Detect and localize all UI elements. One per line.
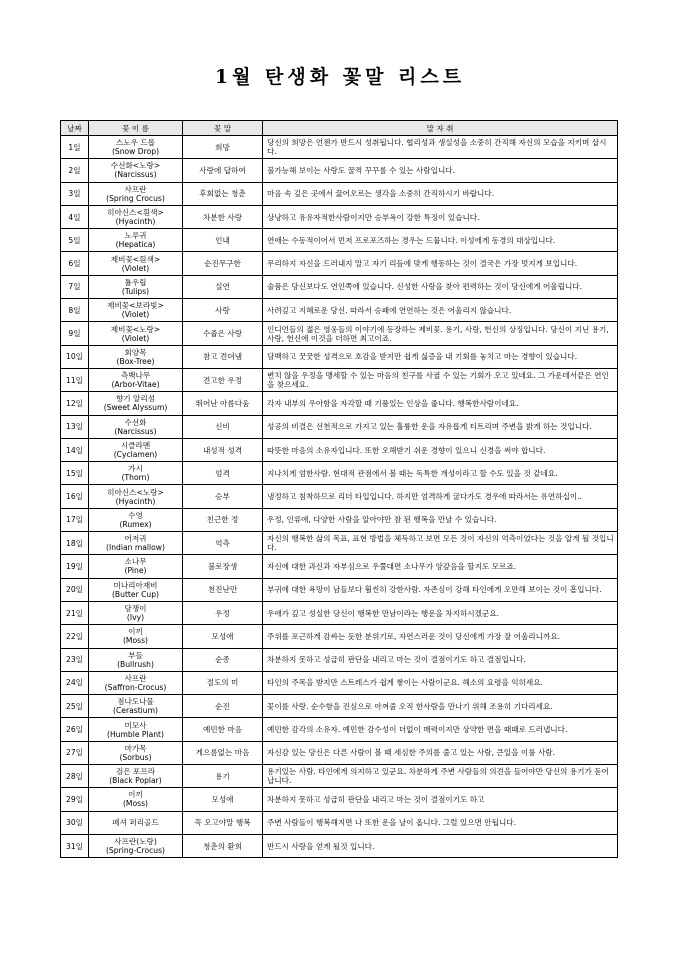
day-cell: 14일 [61,438,89,461]
flower-language-cell: 승부 [183,485,263,508]
flower-language-cell: 실연 [183,275,263,298]
flower-cell [89,438,183,461]
table-row [61,811,618,834]
flower-cell [89,415,183,438]
description-cell: 각자 내부의 우아함을 자각할 때 기품있는 인상을 줍니다. 행복한사람이네요. [263,392,618,415]
flower-name-ko: 이끼 [128,790,143,800]
day-cell: 22일 [61,625,89,648]
table-row [61,345,618,368]
flower-cell [89,275,183,298]
table-row [61,229,618,252]
flower-language-cell: 엄격 [183,462,263,485]
flower-cell [89,695,183,718]
header-language: 꽃 말 [183,121,263,136]
flower-name-ko: 수선화<노랑> [110,161,161,171]
description-cell: 자신에 대한 과신과 자부심으로 우쭐대면 소나무가 앙갚음을 할지도 모르죠. [263,555,618,578]
flower-name-ko: 가시 [128,464,143,474]
flower-name-ko: 수영 [128,510,143,520]
day-cell: 8일 [61,299,89,322]
description-cell: 지나치게 엄한사람. 현대적 관점에서 볼 때는 독특한 개성이라고 할 수도 있을 것 같네요. [263,462,618,485]
flower-name-en: (Violet) [121,310,150,320]
flower-name-ko: 스노우 드롭 [115,138,156,148]
flower-name-ko: 제비꽃<흰색> [110,254,161,264]
table-row [61,368,618,391]
description-cell: 꽃이를 사랑. 순수함을 진심으로 아껴줄 오직 한사람을 만나기 위해 조용히 기다리세요. [263,695,618,718]
table-row [61,648,618,671]
flower-cell [89,648,183,671]
flower-name-en: (Hyacinth) [115,496,156,506]
day-cell: 12일 [61,392,89,415]
flower-name-ko: 이끼 [128,627,143,637]
day-cell: 28일 [61,765,89,788]
day-cell: 31일 [61,834,89,857]
flower-name-ko: 사프란(노랑) [114,837,157,847]
description-cell: 사려깊고 지혜로운 당신. 따라서 승패에 연연하는 것은 어울리지 않습니다. [263,299,618,322]
flower-language-cell: 사랑 [183,299,263,322]
flower-language-cell: 순진무구한 [183,252,263,275]
flower-language-cell: 모성애 [183,788,263,811]
table-row [61,275,618,298]
flower-language-cell: 사랑에 답하여 [183,159,263,182]
day-cell: 2일 [61,159,89,182]
flower-name-ko: 검은 포프라 [115,767,156,777]
flower-language-cell: 견고한 우정 [183,368,263,391]
flower-name-ko: 제비꽃<보라빛> [107,301,164,311]
flower-cell [89,555,183,578]
flower-name-en: (Narcissus) [114,170,157,180]
description-cell: 담백하고 꿋꿋한 성격으로 호감을 받지만 쉽게 싫증을 내 기회를 놓치고 마는 경향이 있습니다. [263,345,618,368]
flower-name-ko: 측백나무 [120,371,151,381]
description-cell: 예민한 감각의 소유자. 예민한 감수성이 더없이 매력이지만 상약한 면을 때때로 드러냅니다. [263,718,618,741]
flower-name-ko: 시클라멘 [120,441,151,450]
table-row [61,462,618,485]
day-cell: 1일 [61,136,89,159]
flower-name-ko: 제비꽃<노랑> [110,324,161,334]
flower-language-cell: 절도의 미 [183,671,263,694]
day-cell: 4일 [61,205,89,228]
flower-name-ko: 수선화 [124,417,147,427]
flower-cell [89,578,183,601]
description-cell: 반드시 사랑을 얻게 될것 입니다. [263,834,618,857]
description-cell: 당신의 희망은 언젠가 반드시 성취됩니다. 협리성과 생실성을 소중히 간직해 자신의 모습을 지키며 삽시다. [263,136,618,159]
flower-language-cell: 게으름없는 마음 [183,741,263,764]
flower-language-cell: 용기 [183,765,263,788]
flower-name-en: (Violet) [121,333,150,343]
flower-language-cell: 순종 [183,648,263,671]
description-cell: 주변 사람들이 행복해지면 나 또한 운을 날이 옵니다. 그럴 있으면 안됩니다. [263,811,618,834]
flower-cell [89,205,183,228]
header-description: 말 자 취 [263,121,618,136]
table-row [61,741,618,764]
flower-name-en: (Narcissus) [114,426,157,436]
day-cell: 29일 [61,788,89,811]
day-cell: 13일 [61,415,89,438]
flower-name-ko: 히아신스<노랑> [107,487,164,497]
flower-name-ko: 소나무 [124,557,147,567]
flower-name-ko: 담쟁이 [124,604,147,614]
flower-name-ko: 히아신스<흰색> [107,208,164,218]
flower-cell [89,159,183,182]
flower-name-en: (Moss) [122,799,149,809]
description-cell: 자신의 행복한 삶의 목표, 표현 방법을 체득하고 보면 모든 것이 자신의 억측이었다는 것을 알게 될 것입니다. [263,532,618,555]
flower-name-ko: 페셔 퍼리골드 [112,818,159,828]
table-row [61,601,618,624]
flower-language-cell: 뛰어난 아름다움 [183,392,263,415]
day-cell: 21일 [61,601,89,624]
flower-name-en: (Hepatica) [115,240,156,250]
description-cell: 우애가 깊고 성실한 당신이 행복한 만남이라는 행운을 차지하시겠군요. [263,601,618,624]
table-row [61,671,618,694]
day-cell: 17일 [61,508,89,531]
description-cell: 우정, 인류애, 다양한 사람을 알아야만 참 된 행복을 만날 수 있습니다. [263,508,618,531]
flower-cell [89,508,183,531]
table-row [61,438,618,461]
flower-language-cell: 우정 [183,601,263,624]
flower-name-ko: 튤우립 [124,277,147,287]
flower-language-cell: 예민한 마음 [183,718,263,741]
description-cell: 연애는 수동적이어서 먼저 프로포즈하는 경우는 드뭅니다. 이성에게 동경의 대상입니다. [263,229,618,252]
description-cell: 차분하지 못하고 성급히 판단을 내리고 마는 것이 결점이기도 하고 [263,788,618,811]
day-cell: 3일 [61,182,89,205]
flower-cell [89,322,183,345]
day-cell: 6일 [61,252,89,275]
flower-cell [89,229,183,252]
flower-name-en: (Butter Cup) [111,589,160,599]
table-row [61,252,618,275]
flower-cell [89,182,183,205]
flower-name-ko: 미모사 [124,720,147,730]
table-row [61,625,618,648]
flower-name-en: (Pine) [124,566,147,576]
description-cell: 따뜻한 마음의 소유자입니다. 또한 오해받기 쉬운 경향이 있으니 신경을 써야 합니다. [263,438,618,461]
flower-name-en: (Thorn) [121,473,150,483]
flower-language-cell: 모성애 [183,625,263,648]
flower-language-cell: 순진 [183,695,263,718]
flower-name-en: (Humble Plant) [107,729,164,739]
flower-name-en: (Tulips) [121,286,150,296]
flower-name-ko: 노루귀 [124,231,147,241]
table-row [61,322,618,345]
flower-language-cell: 친근한 정 [183,508,263,531]
description-cell: 불가능해 보이는 사랑도 꿀꺽 꾸꾸롤 수 있는 사람입니다. [263,159,618,182]
description-cell: 부귀에 대한 욕망이 남들보다 훨씬히 강한사람. 자존심이 강해 타인에게 오만해 보이는 것이 흠입니다. [263,578,618,601]
flower-cell [89,718,183,741]
flower-name-ko: 미나리아재비 [113,580,158,590]
flower-name-ko: 향기 알리섬 [115,394,156,404]
flower-name-en: (Hyacinth) [115,217,156,227]
flower-cell [89,625,183,648]
description-cell: 상냥하고 유유자적한사람이지만 승부욕이 강한 특징이 있습니다. [263,205,618,228]
flower-name-ko: 점나도나물 [117,697,154,707]
table-row [61,415,618,438]
description-cell: 용기있는 사람. 타인에게 의지하고 있군요. 차분하게 주변 사람들의 의견을 들어야만 당신의 용기가 돋어 납니다. [263,765,618,788]
flower-cell [89,299,183,322]
flower-name-en: (Saffron-Crocus) [104,682,167,692]
day-cell: 15일 [61,462,89,485]
flower-cell [89,834,183,857]
description-cell: 주위를 포근하게 감싸는 듯한 분위기로, 자연스러운 것이 당신에게 가장 잘 어울리니까요. [263,625,618,648]
flower-name-en: (Snow Drop) [111,147,160,157]
flower-name-en: (Sorbus) [119,752,152,762]
flower-name-ko: 사프란 [124,673,147,683]
description-cell: 타인의 주목을 받지만 스트레스가 쉽게 쌓이는 사람이군요. 해소의 요령을 익히세요. [263,671,618,694]
flower-name-en: (Cerastium) [113,706,158,716]
flower-name-en: (Black Poplar) [109,776,162,786]
day-cell: 7일 [61,275,89,298]
table-row [61,392,618,415]
flower-name-en: (Spring-Crocus) [105,846,166,856]
table-row [61,834,618,857]
flower-cell [89,532,183,555]
flower-name-ko: 마가목 [124,743,147,753]
flower-cell [89,345,183,368]
flower-language-cell: 희망 [183,136,263,159]
description-cell: 마음 속 깊은 곳에서 끓어오르는 생각을 소중히 간직하시기 바랍니다. [263,182,618,205]
day-cell: 19일 [61,555,89,578]
flower-name-ko: 부들 [128,650,143,660]
table-row [61,555,618,578]
table-row [61,508,618,531]
flower-language-cell: 천진난만 [183,578,263,601]
flower-cell [89,485,183,508]
description-cell: 변치 않을 우정을 맹세할 수 있는 마음의 친구를 사귈 수 있는 기회가 오고 있네요. 그 가운데서끝은 연인을 찾으세요. [263,368,618,391]
flower-cell [89,252,183,275]
header-day: 날짜 [61,121,89,136]
day-cell: 20일 [61,578,89,601]
flower-language-cell: 꼭 오고야말 행복 [183,811,263,834]
flower-cell [89,368,183,391]
flower-name-en: (Bullrush) [117,659,154,669]
page-title: 1월 탄생화 꽃말 리스트 [214,66,466,88]
day-cell: 24일 [61,671,89,694]
flower-name-en: (Indian mallow) [106,543,165,553]
flower-name-ko: 어저귀 [124,534,147,544]
header-flower: 꽃 이 름 [89,121,183,136]
flower-name-en: (Cyclamen) [113,450,158,459]
table-row [61,532,618,555]
day-cell: 9일 [61,322,89,345]
flower-name-ko: 사프란 [124,184,147,194]
flower-cell [89,462,183,485]
description-cell: 인디언들의 젊은 영웅들의 이야기에 등장하는 제비꽃. 용기, 사랑, 헌신의 상징입니다. 당신이 지닌 용기, 사랑, 헌신에 이것을 더하면 최고이죠. [263,322,618,345]
day-cell: 18일 [61,532,89,555]
description-cell: 성공의 비결은 선천적으로 가지고 있는 훌륭한 운을 자유롭게 티트리며 주변을 밝게 하는 것입니다. [263,415,618,438]
flower-name-en: (Sweet Alyssum) [103,403,168,413]
flower-table [60,120,618,858]
table-row [61,299,618,322]
flower-language-cell: 수줍은 사랑 [183,322,263,345]
table-row [61,159,618,182]
flower-name-ko: 회양목 [124,347,147,357]
description-cell: 술품은 당신보다도 연인쪽에 있습니다. 신성한 사랑을 찾아 편력하는 것이 당신에게 어울립니다. [263,275,618,298]
table-row [61,788,618,811]
day-cell: 26일 [61,718,89,741]
flower-cell [89,671,183,694]
day-cell: 23일 [61,648,89,671]
day-cell: 25일 [61,695,89,718]
flower-cell [89,765,183,788]
flower-cell [89,811,183,834]
flower-cell [89,601,183,624]
day-cell: 27일 [61,741,89,764]
flower-name-en: (Violet) [121,263,150,273]
description-cell: 냉정하고 침착하므로 리더 타입입니다. 하지만 엄격하게 굴다가도 경우에 따라서는 유연하십이.. [263,485,618,508]
description-cell: 차분하지 못하고 성급히 판단을 내리고 마는 것이 결점이기도 하고 결점입니다. [263,648,618,671]
flower-language-cell: 신비 [183,415,263,438]
flower-language-cell: 참고 견뎌냄 [183,345,263,368]
flower-cell [89,392,183,415]
flower-language-cell: 청춘의 환희 [183,834,263,857]
flower-language-cell: 내성적 성격 [183,438,263,461]
table-row [61,485,618,508]
day-cell: 10일 [61,345,89,368]
flower-name-en: (Ivy) [126,613,145,623]
flower-language-cell: 후회없는 청춘 [183,182,263,205]
flower-name-en: (Spring Crocus) [106,193,165,203]
day-cell: 16일 [61,485,89,508]
flower-cell [89,741,183,764]
flower-cell [89,136,183,159]
flower-language-cell: 인내 [183,229,263,252]
table-row [61,182,618,205]
day-cell: 30일 [61,811,89,834]
day-cell: 5일 [61,229,89,252]
flower-language-cell: 억측 [183,532,263,555]
table-row [61,205,618,228]
flower-name-en: (Arbor-Vitae) [111,380,160,390]
flower-language-cell: 불로장생 [183,555,263,578]
table-row [61,695,618,718]
description-cell: 자신감 있는 당신은 다른 사람이 볼 때 세심한 주의를 줄고 있는 사람, 큰일을 이룰 사람. [263,741,618,764]
table-row [61,136,618,159]
table-row [61,765,618,788]
table-header-row [61,121,618,136]
table-row [61,578,618,601]
table-row [61,718,618,741]
flower-name-en: (Moss) [122,636,149,646]
flower-cell [89,788,183,811]
day-cell: 11일 [61,368,89,391]
flower-name-en: (Rumex) [119,519,152,529]
description-cell: 무리하지 자신을 드러내지 말고 자기 리듬에 맞게 행동하는 것이 결국은 가장 멋지게 보입니다. [263,252,618,275]
flower-name-en: (Box-Tree) [116,356,155,366]
flower-language-cell: 차분한 사랑 [183,205,263,228]
